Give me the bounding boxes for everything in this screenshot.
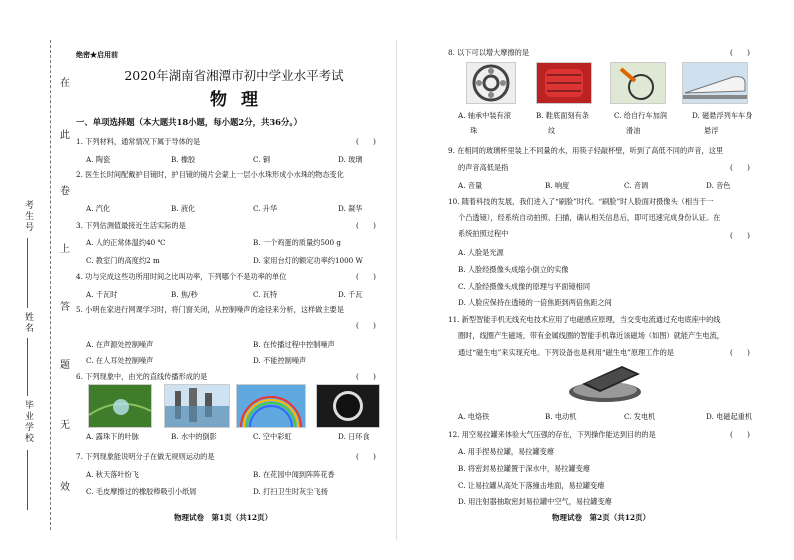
question-stem: 10. 随着科技的发展，我们进入了“刷脸”时代。“刷脸”时人脸面对摄像头（相当于一	[448, 197, 714, 206]
option[interactable]: B. 在花园中闻到阵阵花香	[253, 470, 335, 479]
binding-char: 上	[60, 244, 70, 255]
exam-no-field[interactable]	[27, 238, 28, 308]
option[interactable]: B. 水中的倒影	[171, 432, 217, 441]
answer-bracket[interactable]: ( )	[356, 452, 376, 461]
option[interactable]: B. 电动机	[545, 412, 577, 421]
option[interactable]: D. 用注射器抽取密封易拉罐中空气，易拉罐变瘪	[458, 497, 612, 506]
option[interactable]: D. 磁悬浮列车车身	[692, 111, 753, 120]
option[interactable]: C. 让易拉罐从高处下落撞击地面，易拉罐变瘪	[458, 481, 605, 490]
answer-bracket[interactable]: ( )	[730, 348, 750, 357]
option[interactable]: D. 家用台灯的额定功率约1000 W	[253, 256, 363, 265]
wireless-charger-image	[560, 360, 650, 404]
option[interactable]: D. 人脸应保持在透镜的一倍焦距到两倍焦距之间	[458, 298, 612, 307]
question-stem: 8. 以下可以增大摩擦的是	[448, 48, 530, 57]
option[interactable]: B. 将密封易拉罐置于深水中，易拉罐变瘪	[458, 464, 591, 473]
binding-char: 效	[60, 482, 70, 493]
exam-title: 2020年湖南省湘潭市初中学业水平考试	[124, 68, 344, 83]
binding-char: 在	[60, 78, 70, 89]
binding-char: 此	[60, 130, 70, 141]
question-stem: 9. 在相同的玻璃杯里装上不同量的水，用筷子轻敲杯壁，听到了高低不同的声音，这里	[448, 146, 724, 155]
option[interactable]: B. 响度	[545, 181, 570, 190]
answer-bracket[interactable]: ( )	[356, 272, 376, 281]
option[interactable]: C. 瓦特	[253, 290, 278, 299]
answer-bracket[interactable]: ( )	[356, 137, 376, 146]
question-stem: 2. 医生长时间配戴护目镜时，护目镜的镜片会蒙上一层小水珠形成小水珠的物态变化	[76, 170, 344, 179]
option[interactable]: B. 一个鸡蛋的质量约500 g	[253, 238, 341, 247]
answer-bracket[interactable]: ( )	[356, 321, 376, 330]
question-stem-cont: 系统拍照过程中	[458, 229, 509, 238]
option[interactable]: 珠	[470, 126, 478, 135]
binding-line	[50, 40, 51, 530]
question-stem: 3. 下列估测值最接近生活实际的是	[76, 221, 186, 230]
water-reflection-image	[164, 384, 230, 428]
bike-oil-image	[610, 62, 666, 104]
option[interactable]: D. 音色	[706, 181, 731, 190]
page-footer: 物理试卷 第1页（共12页）	[174, 513, 273, 522]
answer-bracket[interactable]: ( )	[730, 231, 750, 240]
option[interactable]: D. 千瓦	[338, 290, 363, 299]
option[interactable]: C. 教室门的高度约2 m	[86, 256, 160, 265]
option[interactable]: C. 给自行车加润	[614, 111, 667, 120]
rainbow-image	[236, 384, 306, 428]
option[interactable]: 悬浮	[704, 126, 719, 135]
option[interactable]: B. 液化	[171, 204, 196, 213]
option[interactable]: C. 发电机	[624, 412, 656, 421]
option[interactable]: B. 鞋底面刻有条	[536, 111, 589, 120]
answer-bracket[interactable]: ( )	[730, 430, 750, 439]
option[interactable]: A. 用手捏易拉罐，易拉罐变瘪	[458, 447, 555, 456]
page-divider	[396, 40, 397, 540]
option[interactable]: B. 橡胶	[171, 155, 196, 164]
answer-bracket[interactable]: ( )	[730, 48, 750, 57]
option[interactable]: 纹	[548, 126, 556, 135]
name-label: 姓名	[23, 312, 33, 334]
section-heading: 一、单项选择题（本大题共18小题，每小题2分，共36分。）	[76, 117, 302, 127]
question-stem-cont: 圈时，线圈产生磁场，带有金属线圈的智能手机靠近该磁场（如图）就能产生电流，	[458, 331, 724, 340]
option[interactable]: D. 玻璃	[338, 155, 363, 164]
option[interactable]: A. 电烙铁	[458, 412, 490, 421]
option[interactable]: D. 不能控制噪声	[253, 356, 307, 365]
question-stem: 4. 功与完成这些功所用时间之比叫功率，下列哪个不是功率的单位	[76, 272, 287, 281]
name-field[interactable]	[27, 338, 28, 396]
exam-no-label: 考生号	[23, 200, 33, 233]
answer-bracket[interactable]: ( )	[730, 163, 750, 172]
maglev-image	[682, 62, 748, 104]
option[interactable]: B. 人脸经摄像头成缩小倒立的实像	[458, 265, 569, 274]
option[interactable]: C. 毛皮摩擦过的橡胶棒吸引小纸屑	[86, 487, 197, 496]
bearing-image	[466, 62, 516, 104]
school-field[interactable]	[27, 450, 28, 510]
secret-label: 绝密★启用前	[76, 50, 118, 59]
option[interactable]: A. 人的正常体温约40 ℃	[86, 238, 166, 247]
annular-eclipse-image	[316, 384, 380, 428]
question-stem-cont: 个凸透镜），经系统自动拍照、扫描，确认相关信息后，即可迅速完成身份认证。在	[458, 213, 721, 222]
option[interactable]: C. 人脸经摄像头成像的原理与平面镜相同	[458, 282, 591, 291]
option[interactable]: C. 在人耳处控制噪声	[86, 356, 154, 365]
option[interactable]: A. 陶瓷	[86, 155, 111, 164]
option[interactable]: C. 音调	[624, 181, 649, 190]
question-stem: 12. 用空易拉罐来体验大气压强的存在，下列操作能达到目的的是	[448, 430, 656, 439]
binding-char: 无	[60, 420, 70, 431]
option[interactable]: B. 焦/秒	[171, 290, 198, 299]
option[interactable]: 滑油	[626, 126, 641, 135]
question-stem-cont: 的声音高低是指	[458, 163, 509, 172]
option[interactable]: C. 铜	[253, 155, 270, 164]
option[interactable]: A. 在声源处控制噪声	[86, 340, 154, 349]
option[interactable]: D. 电磁起重机	[706, 412, 753, 421]
option[interactable]: A. 人脸是光源	[458, 248, 504, 257]
option[interactable]: A. 秋天落叶纷飞	[86, 470, 139, 479]
page-footer: 物理试卷 第2页（共12页）	[552, 513, 651, 522]
option[interactable]: A. 露珠下的叶脉	[86, 432, 139, 441]
binding-char: 答	[60, 302, 70, 313]
option[interactable]: D. 打扫卫生时灰尘飞扬	[253, 487, 328, 496]
binding-char: 卷	[60, 186, 70, 197]
option[interactable]: A. 轴承中装有滚	[458, 111, 511, 120]
tire-image	[536, 62, 592, 104]
question-stem: 6. 下列现象中，由光的直线传播形成的是	[76, 372, 208, 381]
option[interactable]: C. 升华	[253, 204, 278, 213]
binding-char: 题	[60, 360, 70, 371]
question-stem-cont: 通过“磁生电”来实现充电。下列设备也是利用“磁生电”原理工作的是	[458, 348, 674, 357]
option[interactable]: D. 凝华	[338, 204, 363, 213]
option[interactable]: D. 日环食	[338, 432, 370, 441]
question-stem: 5. 小明在家进行网课学习时，将门窗关闭，从控制噪声的途径来分析，这样做主要是	[76, 305, 344, 314]
option[interactable]: A. 汽化	[86, 204, 111, 213]
answer-bracket[interactable]: ( )	[356, 372, 376, 381]
answer-bracket[interactable]: ( )	[356, 221, 376, 230]
question-stem: 1. 下列材料，通常情况下属于导体的是	[76, 137, 201, 146]
option[interactable]: C. 空中彩虹	[253, 432, 292, 441]
school-label: 毕业学校	[23, 400, 33, 444]
question-stem: 11. 新型智能手机无线充电技术应用了电磁感应原理，当交变电流通过充电底座中的线	[448, 315, 721, 324]
option[interactable]: A. 千瓦时	[86, 290, 118, 299]
dew-leaf-image	[88, 384, 152, 428]
option[interactable]: A. 音量	[458, 181, 483, 190]
question-stem: 7. 下列现象能说明分子在做无规则运动的是	[76, 452, 215, 461]
subject-title: 物理	[210, 90, 272, 110]
option[interactable]: B. 在传播过程中控制噪声	[253, 340, 335, 349]
